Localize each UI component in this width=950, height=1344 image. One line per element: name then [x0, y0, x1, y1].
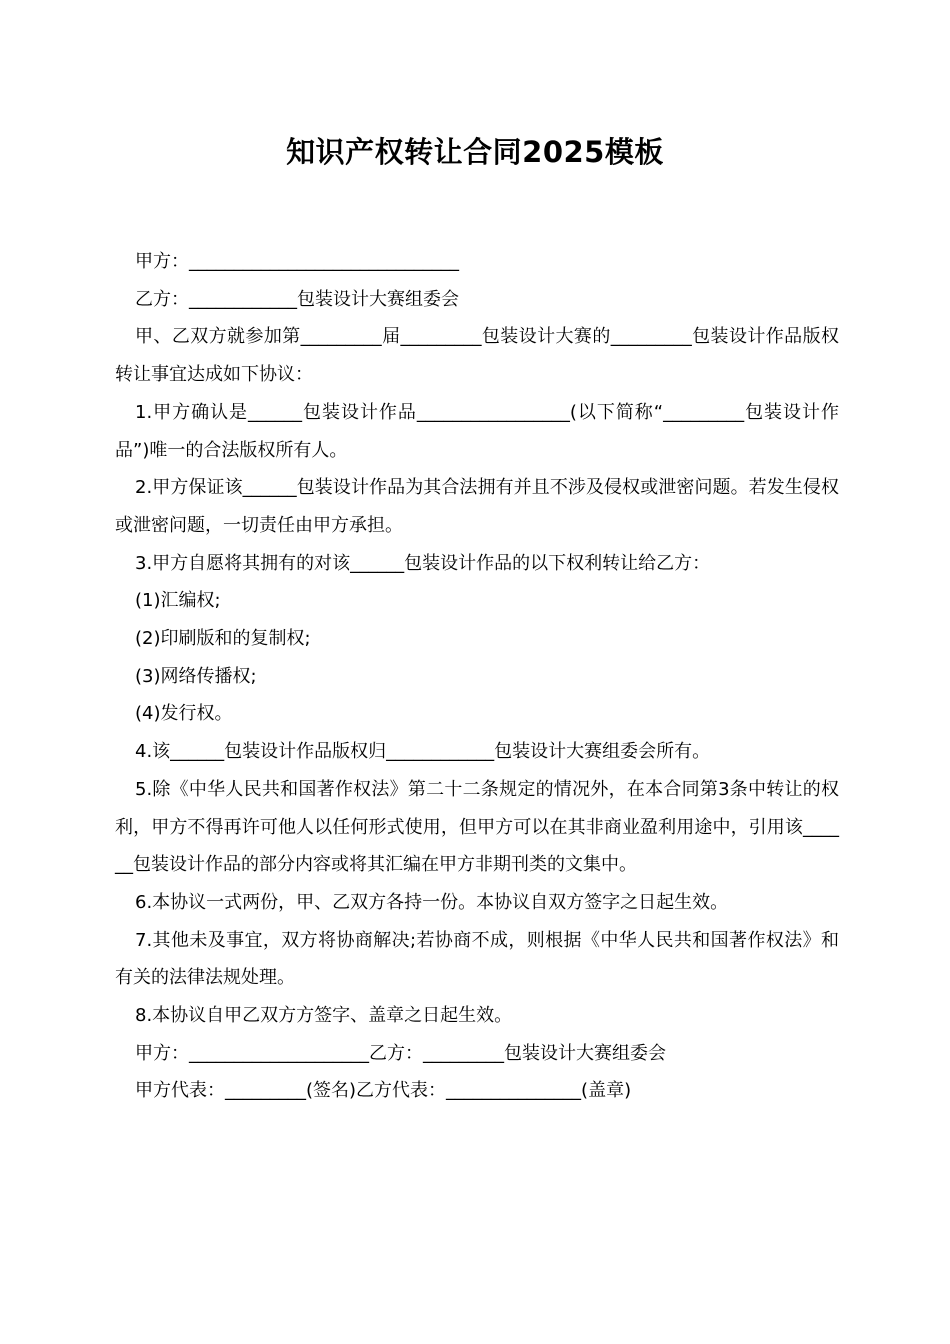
clause-3-item-3: (3)网络传播权; — [135, 665, 257, 687]
clause-1: 1.甲方确认是______包装设计作品_________________(以下简称“_________包装设计作品”)唯一的合法版权所有人。 — [115, 401, 839, 461]
preamble-paragraph: 甲、乙双方就参加第_________届_________包装设计大赛的_________包装设计作品版权转让事宜达成如下协议： — [115, 326, 839, 386]
clause-4: 4.该______包装设计作品版权归____________包装设计大赛组委会所有。 — [135, 741, 711, 763]
clause-5: 5.除《中华人民共和国著作权法》第二十二条规定的情况外，在本合同第3条中转让的权利，甲方不得再许可他人以任何形式使用，但甲方可以在其非商业盈利用途中，引用该______包装设计作品的部分内容或将其汇编在甲方非期刊类的文集中。 — [115, 778, 839, 876]
signature-parties-line: 甲方：____________________乙方：_________包装设计大赛组委会 — [135, 1042, 666, 1064]
clause-3-item-1: (1)汇编权; — [135, 590, 221, 612]
clause-6: 6.本协议一式两份，甲、乙双方各持一份。本协议自双方签字之日起生效。 — [135, 891, 729, 913]
clause-7: 7.其他未及事宜，双方将协商解决;若协商不成，则根据《中华人民共和国著作权法》和有关的法律法规处理。 — [115, 929, 839, 989]
document-title: 知识产权转让合同2025模板 — [286, 135, 664, 169]
clause-2: 2.甲方保证该______包装设计作品为其合法拥有并且不涉及侵权或泄密问题。若发生侵权或泄密问题，一切责任由甲方承担。 — [115, 477, 839, 536]
clause-3-item-4: (4)发行权。 — [135, 703, 233, 725]
party-b-line: 乙方：____________包装设计大赛组委会 — [135, 288, 459, 310]
party-a-line: 甲方：______________________________ — [135, 251, 459, 272]
clause-3: 3.甲方自愿将其拥有的对该______包装设计作品的以下权利转让给乙方： — [135, 552, 711, 574]
clause-8: 8.本协议自甲乙双方方签字、盖章之日起生效。 — [135, 1005, 513, 1027]
clause-3-item-2: (2)印刷版和的复制权; — [135, 628, 311, 650]
contract-body — [115, 243, 839, 1110]
signature-representatives-line: 甲方代表：_________(签名)乙方代表：_______________(盖章) — [135, 1080, 632, 1102]
